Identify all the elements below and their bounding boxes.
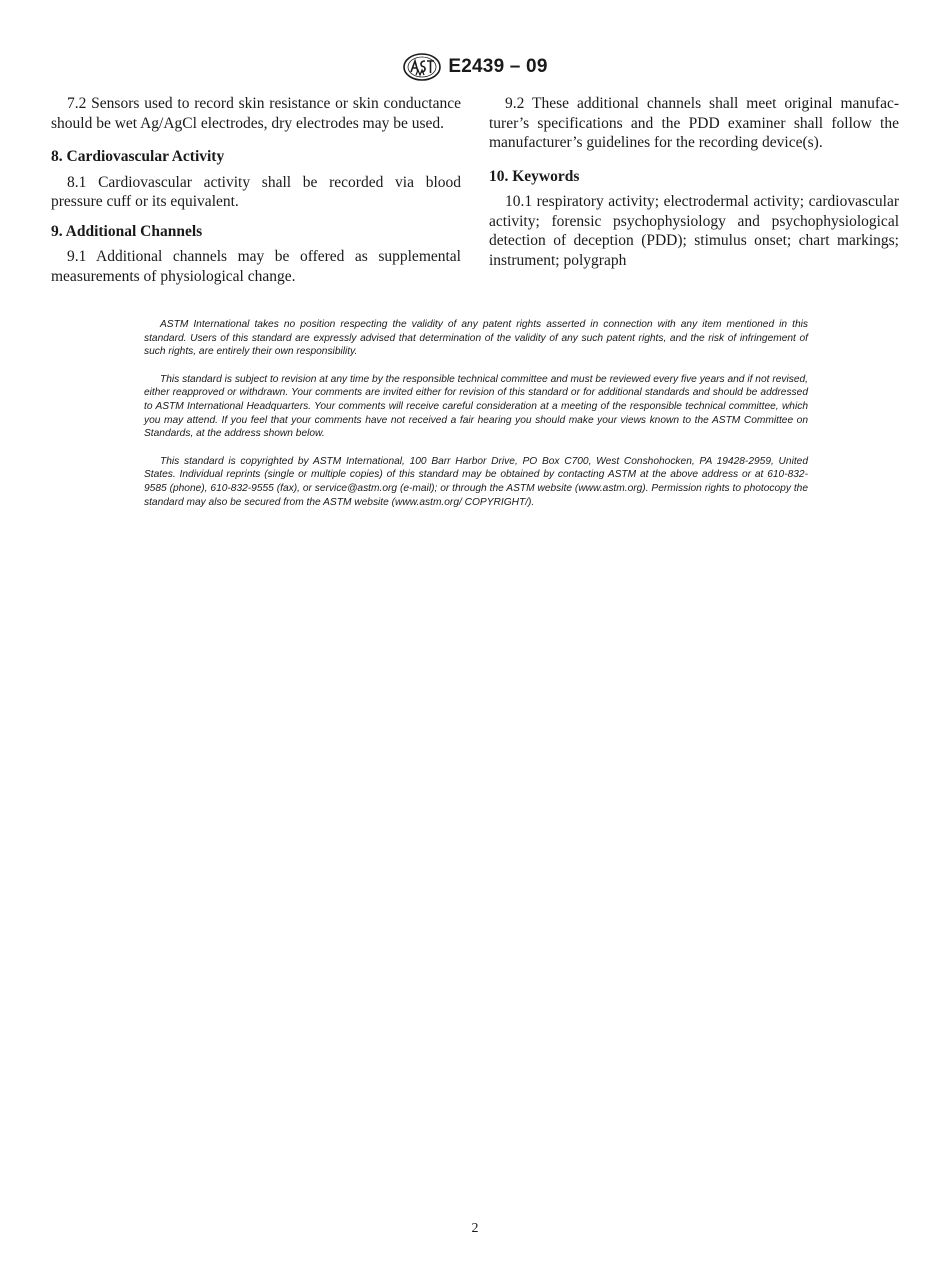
- header-inner: [402, 52, 547, 82]
- paragraph-9-1: 9.1 Additional channels may be offered as supplemental measurements of physiological change.: [51, 248, 461, 285]
- left-column: [51, 94, 461, 292]
- astm-logo-icon: [402, 52, 442, 82]
- revision-notice: This standard is subject to revision at any time by the responsible technical committee and must be reviewed every five years and if not revised, either reapproved or withdrawn. Your comments are invited either for revision of this standard or for additional standards and should be addressed to ASTM International Headquarters. Your comments will receive careful consideration at a meeting of the responsible technical committee, which you may attend. If you feel that your comments have not received a fair hearing you should make your views known to the ASTM Committee on Standards, at the address shown below.: [144, 373, 808, 440]
- paragraph-10-1: 10.1 respiratory activity; electrodermal activity; cardiovascular activity; forensic psychophysiology and psychophysiological detection of deception (PDD); stimulus onset; chart markings; instrument; polygraph: [489, 193, 899, 269]
- paragraph-9-2: 9.2 These additional channels shall meet original manufacturer’s specifications and the PDD examiner shall follow the manufacturer’s guidelines for the recording device(s).: [489, 95, 899, 151]
- copyright-notice: This standard is copyrighted by ASTM International, 100 Barr Harbor Drive, PO Box C700, West Conshohocken, PA 19428-2959, United States. Individual reprints (single or multiple copies) of this standard may be obtained by contacting ASTM at the above address or at 610-832-9585 (phone), 610-832-9555 (fax), or service@astm.org (e-mail); or through the ASTM website (www.astm.org). Permission rights to photocopy the standard may also be secured from the ASTM website (www.astm.org/ COPYRIGHT/).: [144, 455, 808, 508]
- paragraph-7-2: 7.2 Sensors used to record skin resistance or skin conductance should be wet Ag/AgCl electrodes, dry electrodes may be used.: [51, 95, 461, 132]
- section-heading-10: 10. Keywords: [489, 167, 580, 185]
- patent-notice: ASTM International takes no position respecting the validity of any patent rights asserted in connection with any item mentioned in this standard. Users of this standard are expressly advised that determination of the validity of any such patent rights, and the risk of infringement of such rights, are entirely their own responsibility.: [144, 319, 808, 358]
- right-column: [489, 94, 899, 276]
- legal-notices: [144, 318, 808, 523]
- section-heading-8: 8. Cardiovascular Activity: [51, 148, 225, 165]
- page-header: [0, 52, 950, 87]
- standard-designation: E2439 – 09: [448, 56, 548, 77]
- section-heading-9: 9. Additional Channels: [51, 222, 203, 240]
- paragraph-8-1: 8.1 Cardiovascular activity shall be recorded via blood pressure cuff or its equivalent.: [51, 173, 461, 210]
- page-number: 2: [471, 1221, 479, 1236]
